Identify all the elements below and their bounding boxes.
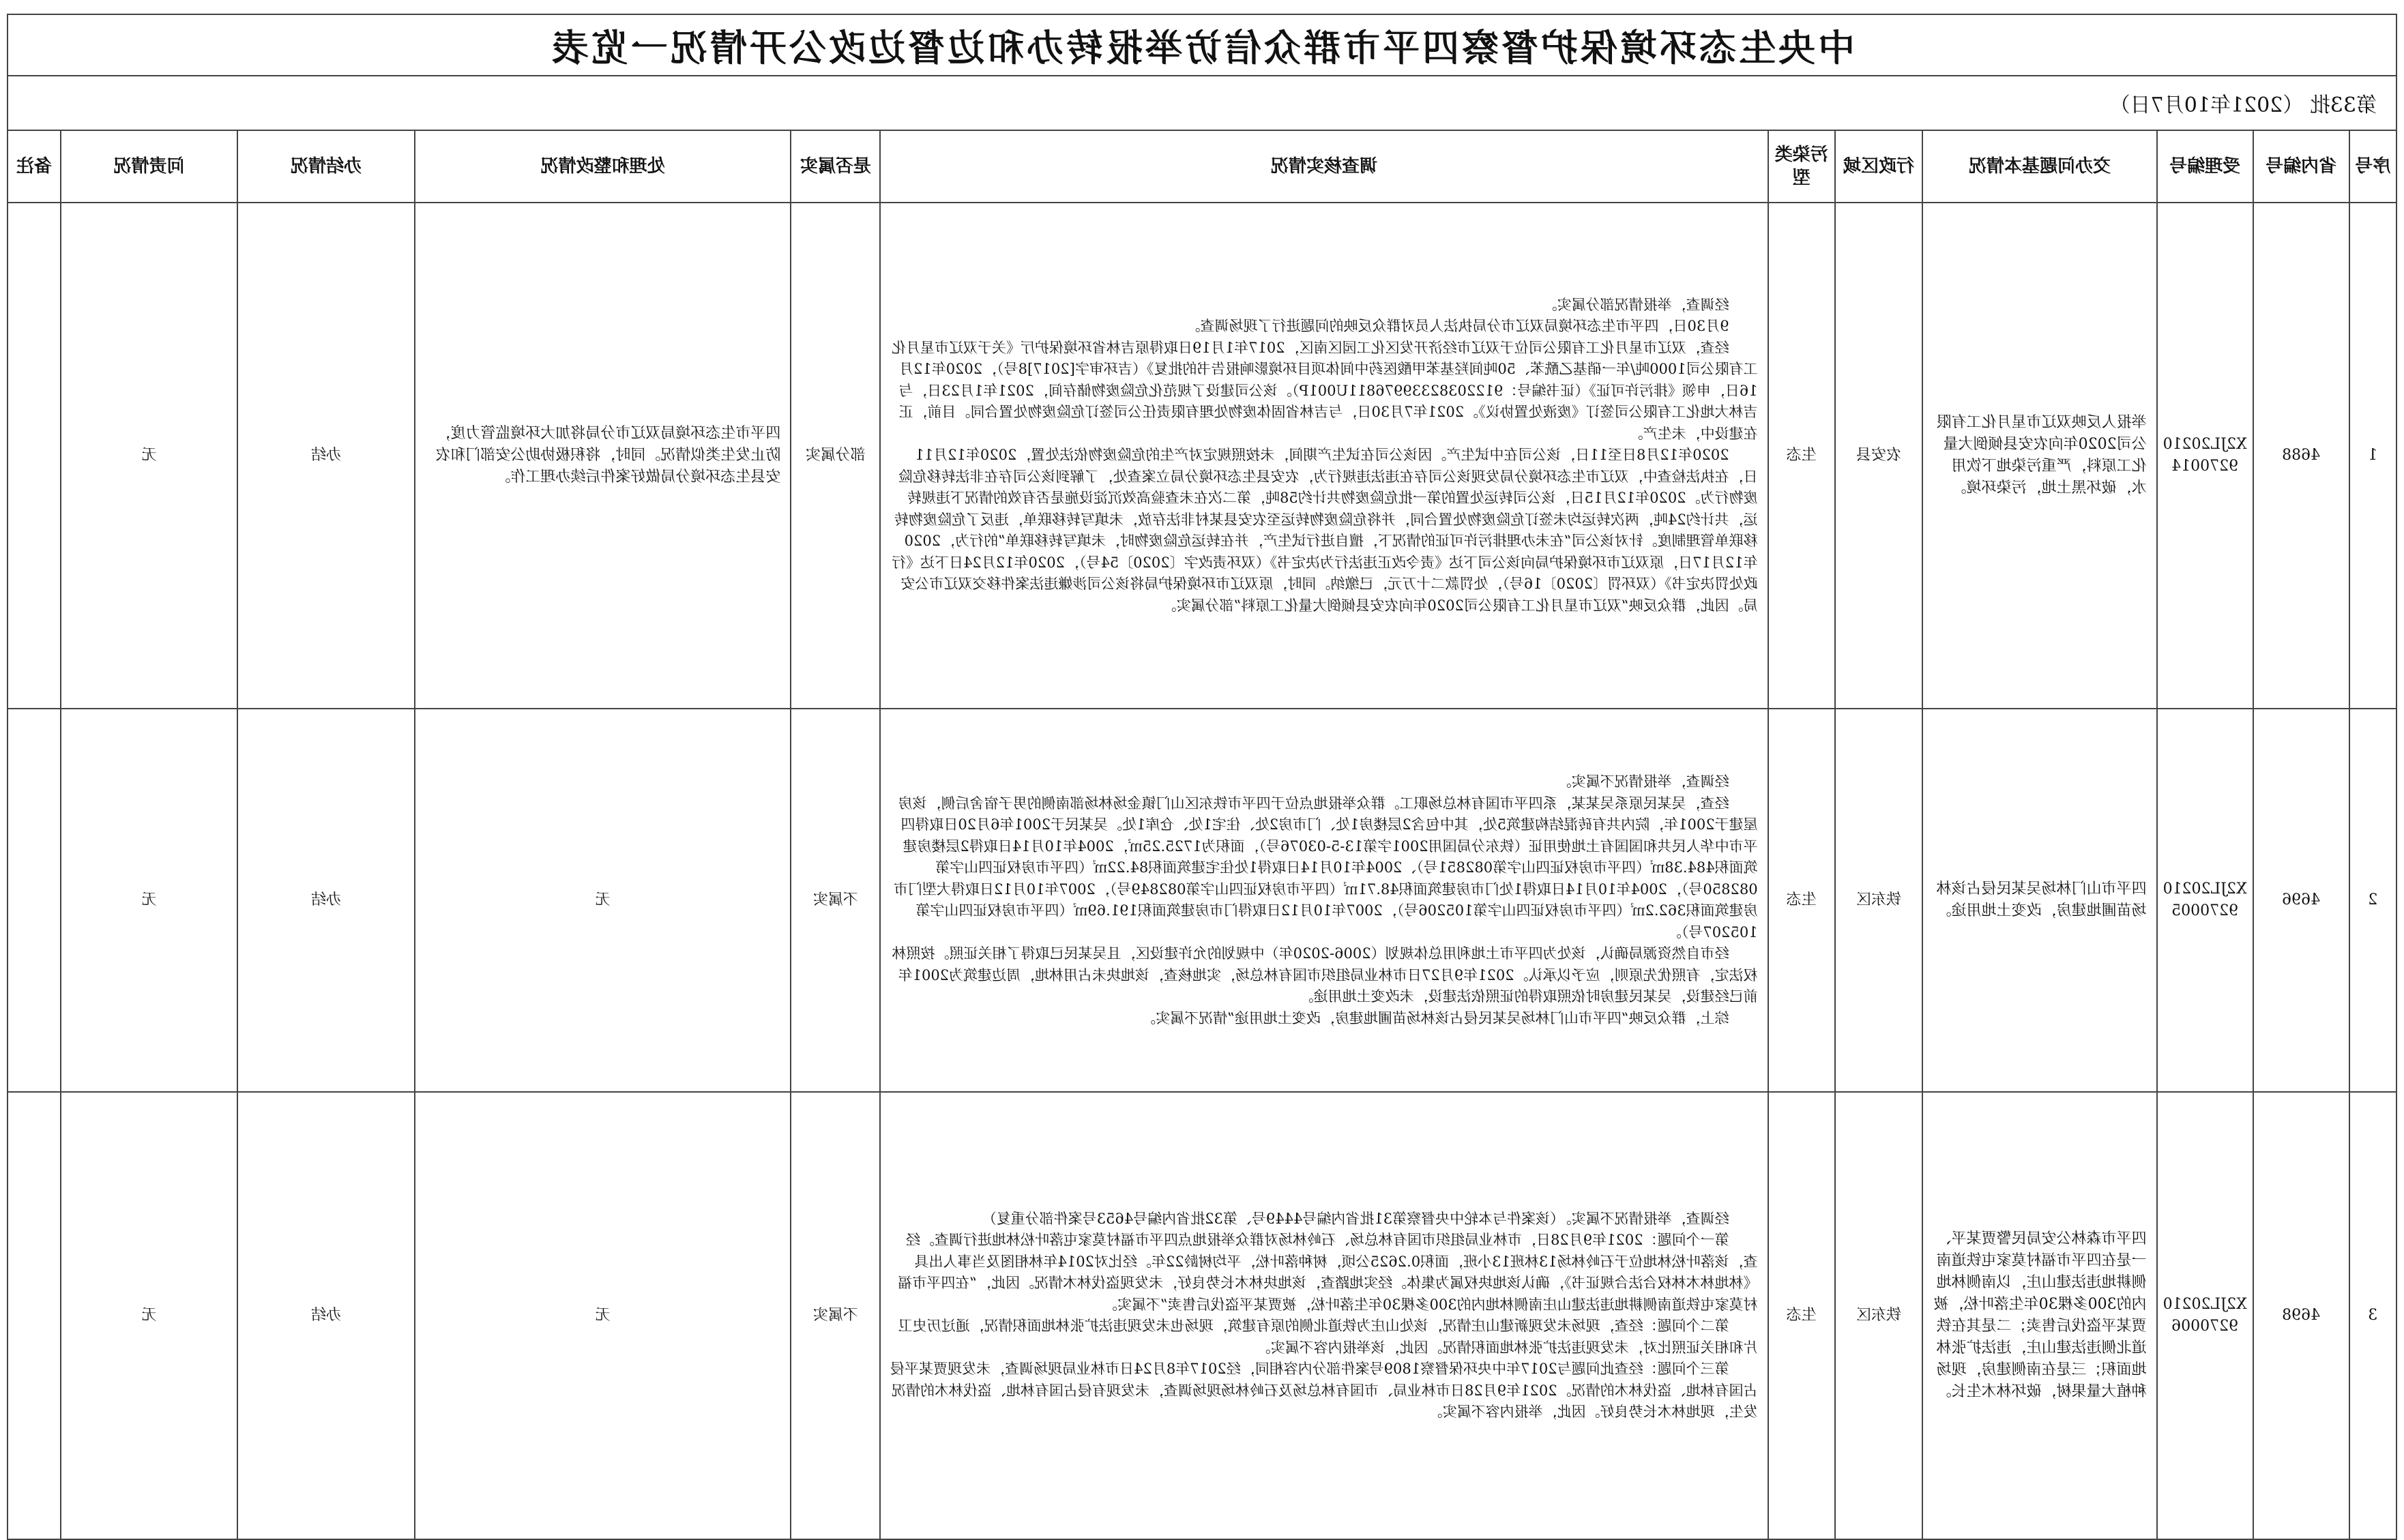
cell-seq: 2 [2349,709,2396,1092]
header-status: 办结情况 [237,130,414,203]
table-row [8,709,2396,1092]
investigation-paragraph: 经查，吴某民原系吴某某，系四平市国有林总场职工。群众举报地点位于四平市铁东区山门镇金场林场部南侧的男子宿舍后侧，该房屋建于2001年，院内共有砖混结构建筑5处，其中包含2层楼房1处、门市房2处、住宅1处、仓库1处。吴某民于2001年6月20日取得四平市中华人民共和国国有土地使用证（铁东分局国用2001字第13-5-03076号），面积为1725.25㎡，2004年10月14日取得2层楼房建筑面积484.38㎡（四平市房权证四山字第082851号）、2004年10月14日取得1处住宅建筑面积84.22㎡（四平市房权证四山字第082850号），2004年10月14日取得1处门市房建筑面积48.71㎡（四平市房权证四山字第082849号），2007年10月12日取得大型门市房建筑面积362.2㎡（四平市房权证四山字第105206号），2007年10月12日取得门市房建筑面积191.69㎡（四平市房权证四山字第105207号）。 [893,795,1758,941]
investigation-paragraph: 第一个问题：2021年9月28日，市林业局组织市国有林总场、石岭林场对群众举报地点四平市福村莫家屯落叶松林地进行调查。经查，该落叶松林地位于石岭林场13林班13小班，面积0.2625公顷，树种落叶松，平均树龄22年。经比对2014年林相图及当事人出具《林地林木林权合法合规证书》，确认该地块权属为集体。经实地踏查，该地块林木长势良好，未发现盗伐林木情况。因此，“在四平市福村莫家屯铁道南侧耕地违法建山庄南侧林地内的300多棵30年生落叶松，被贾某平盗伐后售卖”不属实。 [898,1232,1758,1313]
cell-prov-no: 4688 [2253,203,2349,709]
cell-region: 铁东区 [1835,709,1923,1092]
cell-handling: 无 [415,709,791,1092]
cell-status: 办结 [237,1092,414,1539]
cell-investigation [880,1092,1768,1539]
cell-recv-no: X2JL202109270006 [2157,1092,2253,1539]
cell-accountability: 无 [61,203,237,709]
page-title: 中央生态环境保护督察四平市群众信访举报转办和边督边改公开情况一览表 [7,14,2397,76]
cell-handling: 四平市生态环境局双辽市分局将加大环境监管力度，防止发生类似情况。同时，将积极协助公安部门和农安县生态环境分局做好案件后续办理工作。 [415,203,791,709]
cell-seq: 3 [2349,1092,2396,1539]
cell-is-true: 部分属实 [791,203,880,709]
investigation-paragraph: 经调查，举报情况不属实。（该案件与本轮中央督察第31批省内编号4449号、第32批省内编号4653号案件部分重复） [982,1210,1729,1227]
cell-remark [8,1092,61,1539]
cell-investigation [880,203,1768,709]
header-is-true: 是否属实 [791,130,880,203]
cell-remark [8,709,61,1092]
cell-is-true: 不属实 [791,709,880,1092]
cell-remark [8,203,61,709]
cell-pollution: 生态 [1768,709,1835,1092]
cell-recv-no: X2JL202109270014 [2157,203,2253,709]
cell-basic: 举报人反映双辽市星月化工有限公司2020年向农安县倾倒大量化工原料，严重污染地下饮用水，破坏黑土地，污染环境。 [1922,203,2156,709]
cell-seq: 1 [2349,203,2396,709]
cell-investigation [880,709,1768,1092]
investigation-paragraph: 经调查，举报情况部分属实。 [1542,296,1729,313]
investigation-paragraph: 综上，群众反映“四平市山门林场吴某民侵占该林场苗圃地建房，改变土地用途”情况不属实。 [1141,1009,1729,1026]
investigation-paragraph: 经市自然资源局确认，该处为四平市土地利用总体规划（2006-2020年）中规划的允许建设区，且吴某民已取得了相关证照。按照林权法定，有照优先原则，应予以承认。2021年9月27日市林业局组织市国有林总场，实地核查，该地块未占用林地，周边建筑为2001年前已经建设，吴某民建房时依照取得的证照依法建设，未改变土地用途。 [892,945,1758,1005]
investigation-paragraph: 第三个问题：经查此问题与2017年中央环保督察1809号案件部分内容相同，经2017年8月24日市林业局现场调查，未发现贾某平侵占国有林地、盗伐林木的情况。2021年9月28日市林业局、市国有林总场及石岭林场现场调查，未发现有侵占国有林地、盗伐林木的情况发生，现地林木长势良好。因此，举报内容不属实。 [890,1361,1758,1420]
header-basic: 交办问题基本情况 [1922,130,2156,203]
table-row [8,1092,2396,1539]
cell-pollution: 生态 [1768,203,1835,709]
cell-basic: 四平市森林公安局民警贾某平、一是在四平市福村莫家屯铁道南侧耕地违法建山庄，以南侧林地内的300多棵30年生落叶松，被贾某平盗伐后售卖；二是其在铁道北侧违法建山庄，违法扩张林地面积；三是在南侧建房，现场种植大量果树，破坏林木生长。 [1922,1092,2156,1539]
header-recv-no: 受理编号 [2157,130,2253,203]
cell-status: 办结 [237,709,414,1092]
header-pollution: 污染类型 [1768,130,1835,203]
header-row [8,130,2396,203]
cell-recv-no: X2JL202109270005 [2157,709,2253,1092]
cell-handling: 无 [415,1092,791,1539]
cell-prov-no: 4698 [2253,1092,2349,1539]
header-handling: 处理和整改情况 [415,130,791,203]
report-table [7,130,2397,1540]
header-prov-no: 省内编号 [2253,130,2349,203]
header-region: 行政区域 [1835,130,1923,203]
investigation-paragraph: 经调查，举报情况不属实。 [1557,773,1729,790]
cell-basic: 四平市山门林场吴某民侵占该林场苗圃地建房，改变土地用途。 [1922,709,2156,1092]
cell-is-true: 不属实 [791,1092,880,1539]
investigation-paragraph: 2020年12月8日至11日，该公司在中试生产。因该公司在试生产期间，未按照规定对产生的危险废物依法处置，2020年12月11日，在执法检查中，双辽市生态环境分局发现该公司存在违法违规行为，农安县生态环境分局立案查处，了解到该公司存在非法转移危险废物行为。2020年12月15日，该公司转运处置的第一批危险废物共计约58吨，第二次在未查验高效沉淀设施是否有效的情况下违规转运，共计约24吨，两次转运均未签订危险废物处置合同，并将危险废物转运至农安县某村非法存放，未填写转移联单，违反了危险废物转移联单管理制度。针对该公司“在未办理排污许可证的情况下，擅自进行试生产，并在转运危险废物时，未填写转移联单”的行为，2020年12月17日，原双辽市环境保护局向该公司下达《责令改正违法行为决定书》（双环责改字〔2020〕54号），2020年12月24日下达《行政处罚决定书》（双环罚〔2020〕16号），处罚款二十万元，已缴纳。同时，原双辽市环境保护局将该公司涉嫌违法案件移交双辽市公安局。因此，群众反映“双辽市星月化工有限公司2020年向农安县倾倒大量化工原料”部分属实。 [892,447,1758,614]
header-investigation: 调查核实情况 [880,130,1768,203]
table-row [8,203,2396,709]
investigation-paragraph: 第二个问题：经查，现场未发现新建山庄情况，该处山庄为铁道北侧的原有建筑，现场也未发现违法扩张林地面积情况，通过历史卫片和相关证照比对，未发现违法扩张林地面积情况。因此，该举报内容不属实。 [898,1318,1758,1356]
header-remark: 备注 [8,130,61,203]
header-seq: 序号 [2349,130,2396,203]
cell-region: 农安县 [1835,203,1923,709]
cell-accountability: 无 [61,1092,237,1539]
batch-date: 第33批 （2021年10月7日） [7,76,2397,130]
header-accountability: 问责情况 [61,130,237,203]
cell-accountability: 无 [61,709,237,1092]
cell-pollution: 生态 [1768,1092,1835,1539]
cell-prov-no: 4696 [2253,709,2349,1092]
cell-region: 铁东区 [1835,1092,1923,1539]
investigation-paragraph: 经查，双辽市星月化工有限公司位于双辽市经济开发区化工园区南区，2017年1月19日取得原吉林省环境保护厅《关于双辽市星月化工有限公司1000吨/年一硝基乙酰苯、50吨间羟基苯甲酸医药中间体项目环境影响报告书的批复》（吉环审字[2017]8号），2020年12月16日，申领《排污许可证》（证书编号：91220382339976811U001P）。该公司建设了规范化危险废物储存间，2021年1月23日，与吉林大地化工有限公司签订《废液处置协议》。2021年7月30日，与吉林省固体废物处理有限责任公司签订危险废物处置合同。目前，正在建设中，未生产。 [892,339,1758,442]
cell-status: 办结 [237,203,414,709]
investigation-paragraph: 9月30日，四平市生态环境局双辽市分局执法人员对群众反映的问题进行了现场调查。 [1186,318,1729,335]
